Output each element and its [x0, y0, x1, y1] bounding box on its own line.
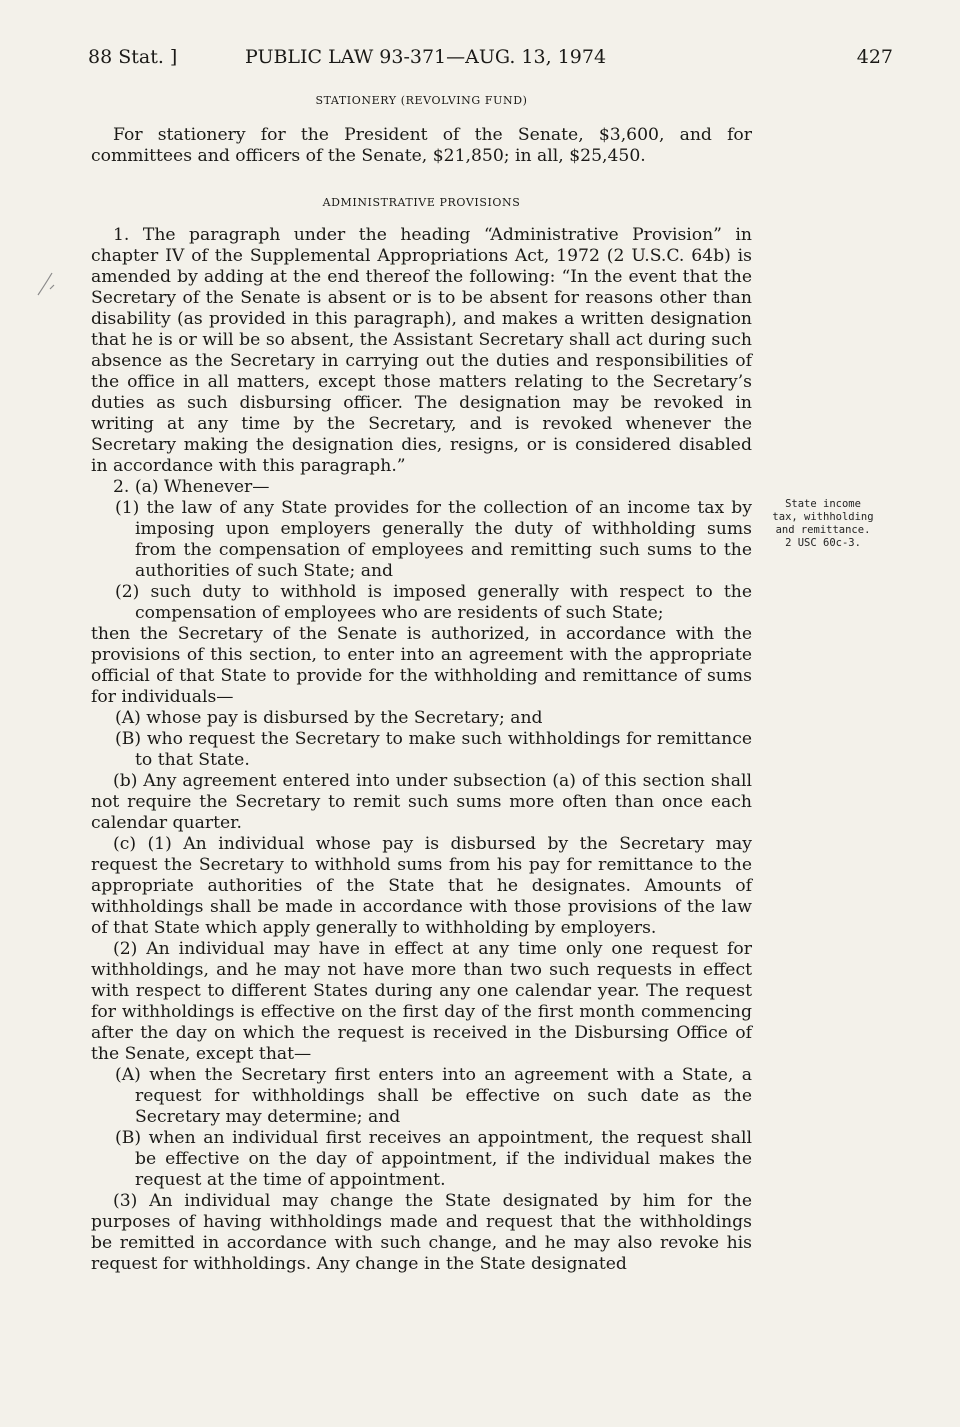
- running-head: [88, 46, 893, 76]
- margin-note-line-4: 2 USC 60c-3.: [785, 537, 861, 549]
- stationery-paragraph: For stationery for the President of the Senate, $3,600, and for committees and officers of the Senate, $21,850; in all, $25,450.: [91, 125, 752, 166]
- paragraph-2b: (b) Any agreement entered into under subsection (a) of this section shall not require the Secretary to remit such sums more often than once each calendar quarter.: [91, 771, 752, 833]
- pencil-mark-icon: [30, 265, 70, 305]
- stationery-heading: STATIONERY (REVOLVING FUND): [315, 94, 528, 107]
- stationery-section: [91, 94, 752, 167]
- paragraph-2c-2-A: (A) when the Secretary first enters into an agreement with a State, a request for withholdings shall be effective on such date as the Secretary may determine; and: [115, 1065, 752, 1127]
- statute-reference: 88 Stat. ]: [88, 46, 178, 68]
- admin-heading: ADMINISTRATIVE PROVISIONS: [322, 196, 521, 209]
- paragraph-2c-3: (3) An individual may change the State designated by him for the purposes of having withholdings made and request that the withholdings be remitted in accordance with such change, and he may also revoke his request for withholdings. Any change in the State designated: [91, 1191, 752, 1274]
- margin-note: [763, 498, 883, 550]
- paragraph-2c-2: (2) An individual may have in effect at any time only one request for withholdings, and he may not have more than two such requests in effect with respect to different States during any one calendar year. The request for withholdings is effective on the first day of the first month commencing after the day on which the request is received in the Disbursing Office of the Senate, except that—: [91, 939, 752, 1064]
- paragraph-1: 1. The paragraph under the heading “Administrative Provision” in chapter IV of the Supplemental Appropriations Act, 1972 (2 U.S.C. 64b) is amended by adding at the end thereof the following: “In the event that the Secretary of the Senate is absent or is to be absent for reasons other than disability (as provided in this paragraph), and makes a written designation that he is or will be so absent, the Assistant Secretary shall act during such absence as the Secretary in carrying out the duties and responsibilities of the office in all matters, except those matters relating to the Secretary’s duties as such disbursing officer. The designation may be revoked in writing at any time by the Secretary, and is revoked whenever the Secretary making the designation dies, resigns, or is considered disabled in accordance with this paragraph.”: [91, 225, 752, 476]
- paragraph-2c-2-B: (B) when an individual first receives an appointment, the request shall be effective on the day of appointment, if the individual makes the request at the time of appointment.: [115, 1128, 752, 1190]
- margin-note-line-2: tax, withholding: [772, 511, 874, 523]
- paragraph-2a: 2. (a) Whenever—: [113, 477, 270, 497]
- margin-note-line-1: State income: [785, 498, 861, 510]
- paragraph-2a-A: (A) whose pay is disbursed by the Secretary; and: [115, 708, 543, 728]
- paragraph-2a-1: (1) the law of any State provides for the collection of an income tax by imposing upon employers generally the duty of withholding sums from the compensation of employees and remitting such sums to the authorities of such State; and: [115, 498, 752, 581]
- paragraph-2a-2: (2) such duty to withhold is imposed generally with respect to the compensation of employees who are residents of such State;: [115, 582, 752, 623]
- margin-note-line-3: and remittance.: [775, 524, 871, 536]
- administrative-provisions-heading-block: [91, 196, 752, 210]
- paragraph-2c-1: (c) (1) An individual whose pay is disbursed by the Secretary may request the Secretary to withhold sums from his pay for remittance to the appropriate authorities of the State that he designates. Amounts of withholdings shall be made in accordance with those provisions of the law of that State which apply generally to withholding by employers.: [91, 834, 752, 938]
- paragraph-2a-then: then the Secretary of the Senate is authorized, in accordance with the provisions of this section, to enter into an agreement with the appropriate official of that State to provide for the withholding and remittance of sums for individuals—: [91, 624, 752, 707]
- body-text: [91, 225, 752, 1275]
- paragraph-2a-B: (B) who request the Secretary to make such withholdings for remittance to that State.: [115, 729, 752, 770]
- page-number: 427: [856, 46, 893, 68]
- law-title: PUBLIC LAW 93-371—AUG. 13, 1974: [245, 46, 607, 68]
